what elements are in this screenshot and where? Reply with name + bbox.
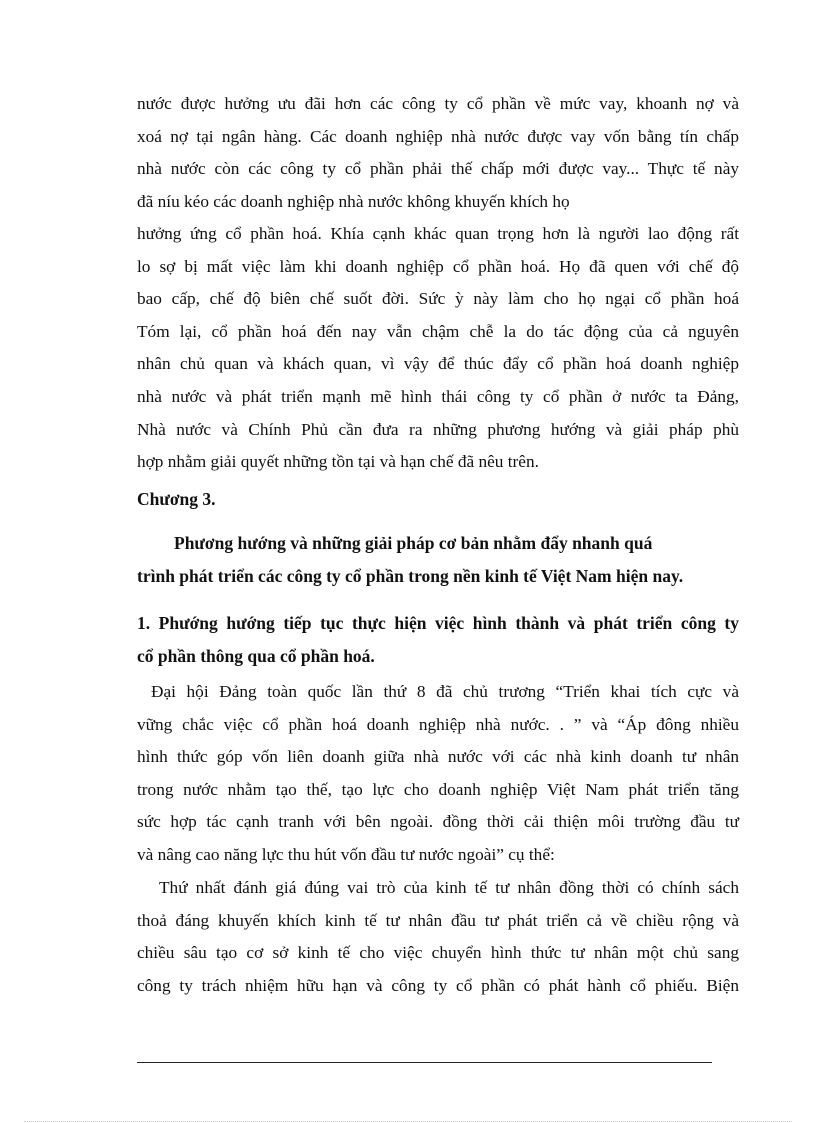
text-line: bao cấp, chế độ biên chế suốt đời. Sức ỳ này làm cho họ ngại cổ phần hoá	[137, 289, 739, 309]
page-edge-divider	[24, 1121, 792, 1122]
chapter-title: Chương 3.	[137, 489, 216, 509]
text-line: hình thức góp vốn liên doanh giữa nhà nước với các nhà kinh doanh tư nhân	[137, 747, 739, 767]
text-line: nước được hưởng ưu đãi hơn các công ty cổ phần về mức vay, khoanh nợ và	[137, 94, 739, 113]
footer-divider	[137, 1062, 712, 1063]
text-line: vững chắc việc cổ phần hoá doanh nghiệp nhà nước. . ” và “Áp đông nhiều	[137, 714, 739, 734]
paragraph-continuation	[137, 88, 739, 218]
paragraph-first-measure	[137, 872, 739, 1002]
text-line: Đại hội Đảng toàn quốc lần thứ 8 đã chủ trương “Triển khai tích cực và	[151, 682, 739, 701]
text-line: lo sợ bị mất việc làm khi doanh nghiệp cổ phần hoá. Họ đã quen với chế độ	[137, 256, 739, 276]
text-line: Tóm lại, cổ phần hoá đến nay vẫn chậm chễ la do tác động của cả nguyên	[137, 321, 739, 341]
heading-line: trình phát triển các công ty cổ phần trong nền kinh tế Việt Nam hiện nay.	[137, 566, 684, 586]
text-line: Nhà nước và Chính Phủ cần đưa ra những phương hướng và giải pháp phù	[137, 419, 739, 439]
heading-line: 1. Phướng hướng tiếp tục thực hiện việc hình thành và phát triển công ty	[137, 613, 739, 633]
paragraph-party-congress	[137, 676, 739, 872]
text-line: Thứ nhất đánh giá đúng vai trò của kinh tế tư nhân đồng thời có chính sách	[159, 878, 739, 897]
text-line: nhân chủ quan và khách quan, vì vậy để thúc đẩy cổ phần hoá doanh nghiệp	[137, 354, 739, 374]
text-line: nhà nước còn các công ty cổ phần phải thế chấp mới được vay... Thực tế này	[137, 159, 739, 179]
chapter-heading	[137, 527, 739, 593]
heading-line: Phương hướng và những giải pháp cơ bản nhằm đẩy nhanh quá	[174, 533, 653, 553]
paragraph-equitization-summary	[137, 218, 739, 479]
text-line: nhà nước và phát triển mạnh mẽ hình thái công ty cổ phần ở nước ta Đảng,	[137, 386, 739, 406]
text-line: thoả đáng khuyến khích kinh tế tư nhân đầu tư phát triển cả về chiều rộng và	[137, 910, 739, 930]
text-line: xoá nợ tại ngân hàng. Các doanh nghiệp nhà nước được vay vốn bằng tín chấp	[137, 126, 739, 146]
text-line: chiều sâu tạo cơ sở kinh tế cho việc chuyển hình thức tư nhân một chủ sang	[137, 943, 739, 963]
text-line: sức hợp tác cạnh tranh với bên ngoài. đồng thời cải thiện môi trường đầu tư	[137, 812, 739, 832]
text-line: và nâng cao năng lực thu hút vốn đầu tư nước ngoài” cụ thể:	[137, 844, 555, 864]
section-heading	[137, 607, 739, 673]
text-line: hợp nhằm giải quyết những tồn tại và hạn chế đã nêu trên.	[137, 452, 539, 472]
text-line: đã níu kéo các doanh nghiệp nhà nước không khuyến khích họ	[137, 191, 570, 211]
heading-line: cổ phần thông qua cổ phần hoá.	[137, 646, 375, 666]
text-line: trong nước nhằm tạo thế, tạo lực cho doanh nghiệp Việt Nam phát triển tăng	[137, 779, 739, 799]
text-line: công ty trách nhiệm hữu hạn và công ty cổ phần có phát hành cổ phiếu. Biện	[137, 975, 739, 995]
text-line: hưởng ứng cổ phần hoá. Khía cạnh khác quan trọng hơn là người lao động rất	[137, 224, 739, 243]
